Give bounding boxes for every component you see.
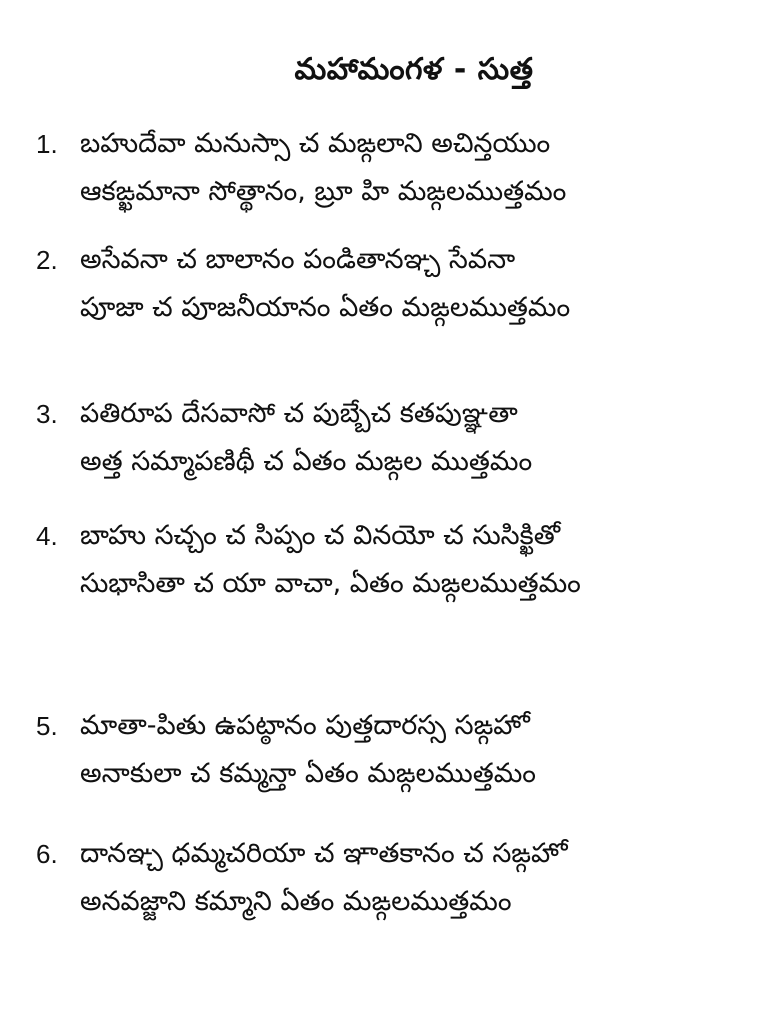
verse-6 [36, 830, 736, 926]
verse-line [36, 830, 736, 878]
verse-text-line-1: పతిరూప దేసవాసో చ పుబ్బేచ కతపుఞ్ఞతా [80, 398, 518, 429]
verse-text-line-1: బహుదేవా మనుస్సా చ మఙ్గలాని అచిన్తయుం [80, 128, 551, 159]
verse-line [36, 120, 736, 168]
verse-number: 4. [36, 521, 58, 551]
verse-line [36, 284, 736, 332]
verse-4 [36, 512, 736, 608]
verse-text-line-1: అసేవనా చ బాలానం పండితానఞ్చ సేవనా [80, 244, 516, 275]
verse-line [36, 390, 736, 438]
verse-text-line-2: అనవజ్జాని కమ్మాని ఏతం మఙ్గలముత్తమం [80, 886, 512, 917]
page-title: మహామంగళ - సుత్త [294, 52, 534, 87]
verse-1 [36, 120, 736, 216]
verse-number: 2. [36, 245, 58, 275]
verse-text-line-2: అత్త సమ్మాపణిథీ చ ఏతం మఙ్గల ముత్తమం [80, 446, 533, 477]
verse-text-line-1: దానఞ్చ ధమ్మచరియా చ ఞాతకానం చ సఙ్గహో [80, 838, 568, 869]
verse-line [36, 512, 736, 560]
verse-text-line-1: మాతా-పితు ఉపట్ఠానం పుత్తదారస్స సఙ్గహో [80, 710, 530, 741]
verse-number: 3. [36, 399, 58, 429]
verse-line [36, 560, 736, 608]
verse-text-line-2: సుభాసితా చ యా వాచా, ఏతం మఙ్గలముత్తమం [80, 568, 581, 599]
verse-text-line-2: ఆకఙ్ఖమానా సోత్థానం, బ్రూ హి మఙ్గలముత్తమం [80, 176, 567, 207]
verse-line [36, 750, 736, 798]
verse-text-line-2: పూజా చ పూజనీయానం ఏతం మఙ్గలముత్తమం [80, 292, 571, 323]
verse-number: 6. [36, 839, 58, 869]
verse-line [36, 702, 736, 750]
verse-line [36, 236, 736, 284]
verse-2 [36, 236, 736, 332]
verse-line [36, 878, 736, 926]
verse-3 [36, 390, 736, 486]
verse-line [36, 438, 736, 486]
verse-number: 5. [36, 711, 58, 741]
verse-5 [36, 702, 736, 798]
verse-text-line-2: అనాకులా చ కమ్మన్తా ఏతం మఙ్గలముత్తమం [80, 758, 536, 789]
verse-number: 1. [36, 129, 58, 159]
verse-text-line-1: బాహు సచ్చం చ సిప్పం చ వినయో చ సుసిక్ఖితో [80, 520, 561, 551]
verse-line [36, 168, 736, 216]
